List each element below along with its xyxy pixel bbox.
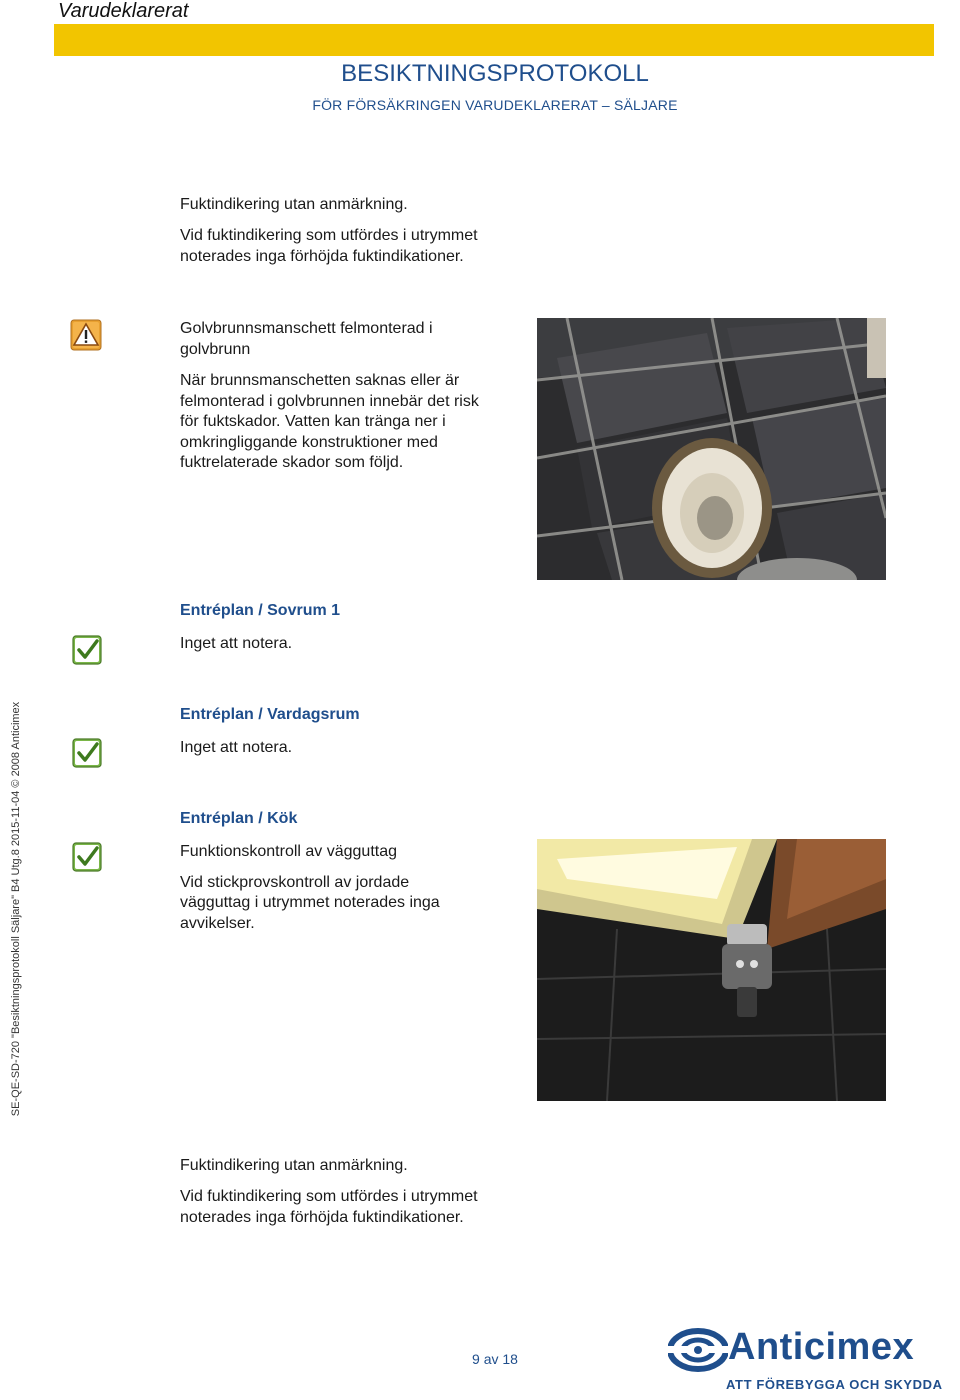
kok-check-title: Funktionskontroll av vägguttag [180, 843, 398, 860]
floor-drain-photo [537, 318, 886, 580]
moisture-summary-bottom: Fuktindikering utan anmärkning. [180, 1157, 408, 1174]
warning-body-line1: När brunnsmanschetten saknas eller är [180, 372, 460, 389]
moisture-summary: Fuktindikering utan anmärkning. [180, 196, 408, 213]
sovrum-note: Inget att notera. [180, 635, 293, 652]
anticimex-logo-name: Anticimex [728, 1326, 915, 1368]
section-heading-sovrum: Entréplan / Sovrum 1 [180, 602, 341, 619]
kok-body-line1: Vid stickprovskontroll av jordade [180, 874, 410, 891]
section-heading-kok: Entréplan / Kök [180, 810, 298, 827]
warning-title-line1: Golvbrunnsmanschett felmonterad i [180, 320, 433, 337]
anticimex-logo-tagline: ATT FÖREBYGGA OCH SKYDDA [726, 1377, 943, 1392]
warning-body-line3: för fuktskador. Vatten kan tränga ner i [180, 413, 446, 430]
anticimex-logo-icon [668, 1328, 728, 1372]
document-title: BESIKTNINGSPROTOKOLL [341, 60, 649, 87]
section-heading-vardagsrum: Entréplan / Vardagsrum [180, 706, 360, 723]
vardagsrum-note: Inget att notera. [180, 739, 293, 756]
kok-body-line3: avvikelser. [180, 915, 255, 932]
company-title: Varudeklarerat [58, 0, 189, 22]
moisture-detail-line1: Vid fuktindikering som utfördes i utrymmet [180, 227, 478, 244]
checkmark-icon [72, 738, 102, 768]
wall-outlet-photo [537, 839, 886, 1101]
warning-title-line2: golvbrunn [180, 341, 251, 358]
checkmark-icon [72, 635, 102, 665]
warning-body-line4: omkringliggande konstruktioner med [180, 434, 438, 451]
warning-body-line5: fuktrelaterade skador som följd. [180, 454, 404, 471]
checkmark-icon [72, 842, 102, 872]
document-id-sidebar: SE-QE-SD-720 "Besiktningsprotokoll Säljare" B4 Utg.8 2015-11-04 © 2008 Anticimex [10, 701, 22, 1117]
page-number: 9 av 18 [472, 1351, 518, 1367]
moisture-detail-line2: noterades inga förhöjda fuktindikationer. [180, 248, 464, 265]
moisture-detail-bottom-line2: noterades inga förhöjda fuktindikationer. [180, 1209, 464, 1226]
document-subtitle: FÖR FÖRSÄKRINGEN VARUDEKLARERAT – SÄLJARE [312, 97, 678, 113]
kok-body-line2: vägguttag i utrymmet noterades inga [180, 894, 440, 911]
moisture-detail-bottom-line1: Vid fuktindikering som utfördes i utrymmet [180, 1188, 478, 1205]
warning-body-line2: felmonterad i golvbrunnen innebär det risk [180, 393, 479, 410]
header-bar [54, 24, 934, 56]
warning-icon [70, 319, 100, 349]
